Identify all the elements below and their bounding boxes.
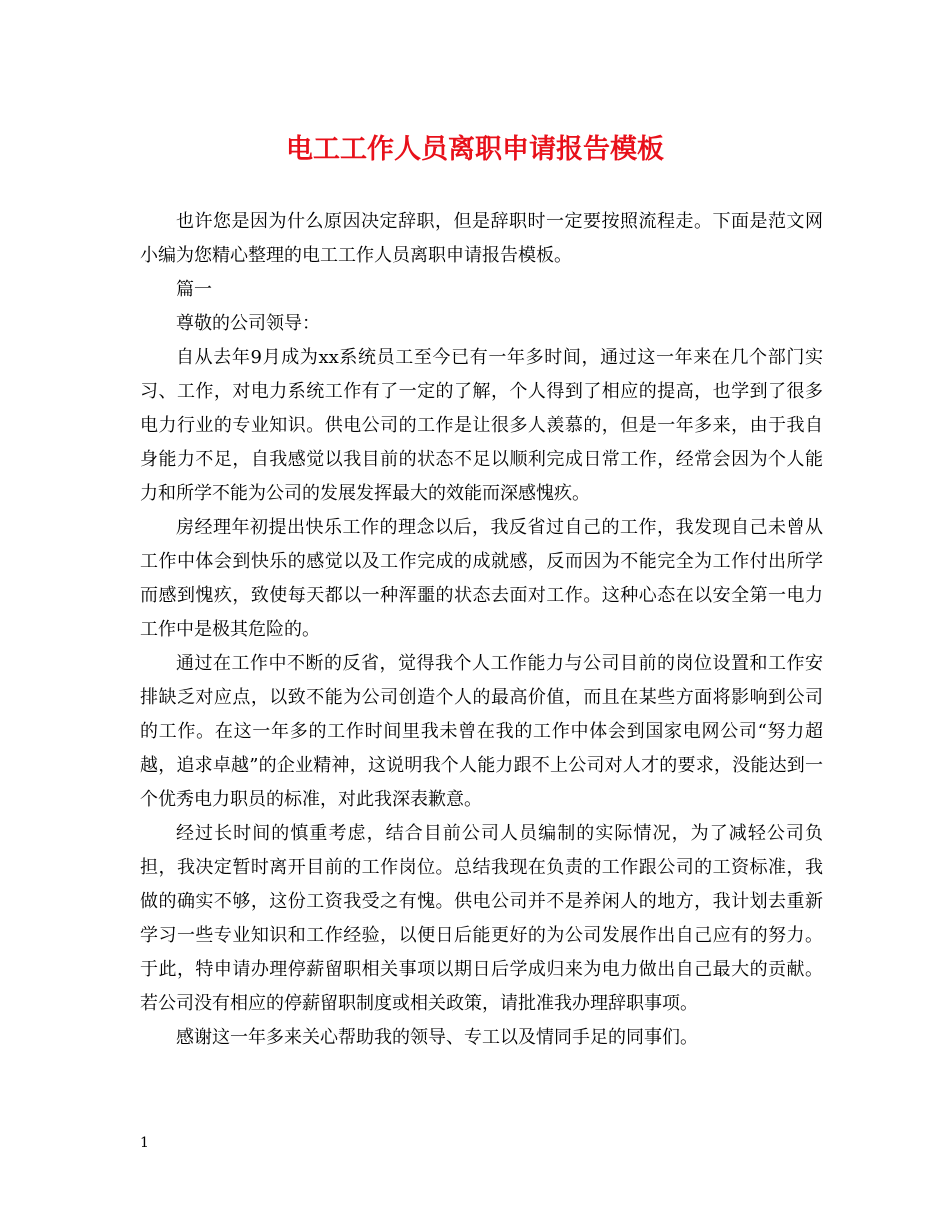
paragraph-body-4: 经过长时间的慎重考虑，结合目前公司人员编制的实际情况，为了减轻公司负担，我决定暂时离开目前的工作岗位。总结我现在负责的工作跟公司的工资标准，我做的确实不够，这份工资我受之有愧。供电公司并不是养闲人的地方，我计划去重新学习一些专业知识和工作经验，以便日后能更好的为公司发展作出自己应有的努力。于此，特申请办理停薪留职相关事项以期日后学成归来为电力做出自己最大的贡献。若公司没有相应的停薪留职制度或相关政策，请批准我办理辞职事项。 xyxy=(140,823,823,1014)
page-number: 1 xyxy=(140,1135,149,1151)
paragraph-body-1: 自从去年9月成为xx系统员工至今已有一年多时间，通过这一年来在几个部门实习、工作，对电力系统工作有了一定的了解，个人得到了相应的提高，也学到了很多电力行业的专业知识。供电公司的工作是让很多人羡慕的，但是一年多来，由于我自身能力不足，自我感觉以我目前的状态不足以顺利完成日常工作，经常会因为个人能力和所学不能为公司的发展发挥最大的效能而深感愧疚。 xyxy=(140,347,823,504)
paragraph-intro: 也许您是因为什么原因决定辞职，但是辞职时一定要按照流程走。下面是范文网小编为您精心整理的电工工作人员离职申请报告模板。 xyxy=(140,211,823,266)
paragraph-thanks: 感谢这一年多来关心帮助我的领导、专工以及情同手足的同事们。 xyxy=(176,1027,698,1048)
paragraph-body-3: 通过在工作中不断的反省，觉得我个人工作能力与公司目前的岗位设置和工作安排缺乏对应点，以致不能为公司创造个人的最高价值，而且在某些方面将影响到公司的工作。在这一年多的工作时间里我未曾在我的工作中体会到国家电网公司“努力超越，追求卓越”的企业精神，这说明我个人能力跟不上公司对人才的要求，没能达到一个优秀电力职员的标准，对此我深表歉意。 xyxy=(140,653,823,810)
paragraph-salutation: 尊敬的公司领导： xyxy=(176,313,320,334)
paragraph-section-label: 篇一 xyxy=(176,279,212,300)
document-title: 电工工作人员离职申请报告模板 xyxy=(286,134,664,165)
document-body xyxy=(140,205,823,1055)
paragraph-body-2: 房经理年初提出快乐工作的理念以后，我反省过自己的工作，我发现自己未曾从工作中体会到快乐的感觉以及工作完成的成就感，反而因为不能完全为工作付出所学而感到愧疚，致使每天都以一种浑噩的状态去面对工作。这种心态在以安全第一电力工作中是极其危险的。 xyxy=(140,517,823,640)
